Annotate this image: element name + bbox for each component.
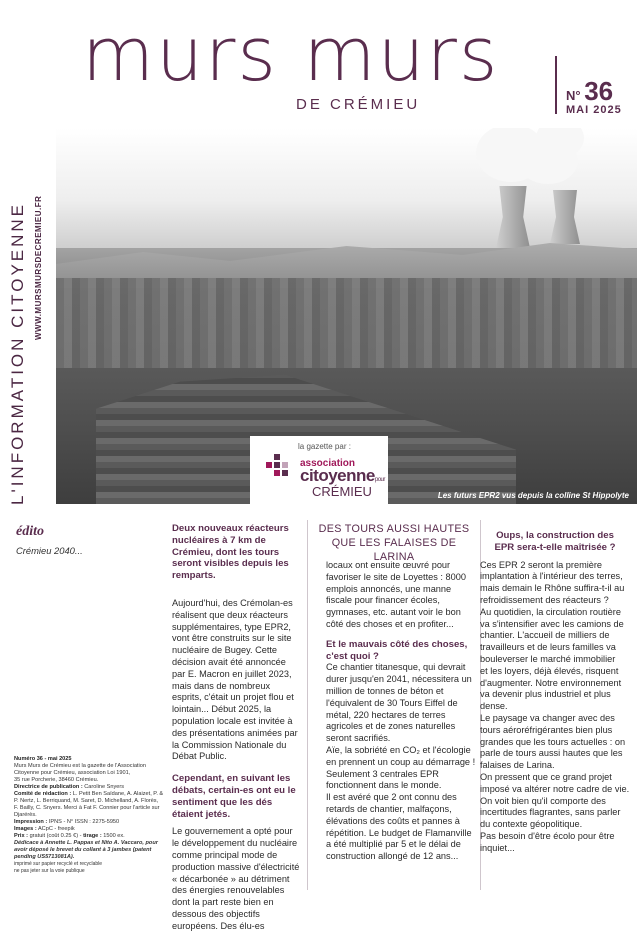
masthead-divider — [555, 56, 557, 114]
association-name-line3: CRÉMIEU — [312, 484, 372, 499]
column-4-headline: Oups, la construction des EPR sera-t-elle maîtrisée ? — [494, 530, 616, 553]
column-4 — [480, 530, 630, 855]
edito-subtitle: Crémieu 2040... — [16, 545, 83, 556]
column-4-p6: Pas besoin d'être écolo pour être inquiet... — [480, 830, 615, 853]
column-2-subheading: Cependant, en suivant les débats, certain-es ont eu le sentiment que les dés étaient jetés. — [172, 773, 296, 820]
column-2-headline: Deux nouveaux réacteurs nucléaires à 7 km de Crémieu, dont les tours seront visibles depuis les remparts. — [172, 523, 289, 582]
column-3-p3: Aïe, la sobriété en CO₂ et l'écologie en prennent un coup au démarrage ! — [326, 744, 476, 767]
column-3 — [326, 560, 476, 863]
column-3-p4: Seulement 3 centrales EPR fonctionnent dans le monde. — [326, 768, 442, 791]
gazette-label: la gazette par : — [298, 442, 351, 451]
column-4-p2: Au quotidien, la circulation routière va s'intensifier avec les camions de chantier. L'accueil de milliers de travailleurs et de leurs familles va bouleverser le marché immobilier — [480, 606, 624, 664]
column-divider — [307, 520, 308, 890]
photo-caption: Les futurs EPR2 vus depuis la colline St Hippolyte — [437, 491, 629, 500]
column-2-p1: Aujourd'hui, des Crémolan-es réalisent que deux réacteurs supplémentaires, type EPR2, vont être construits sur le site nucléaire de Bugey. Cette décision avait été annoncée par E. Macron en juillet 2023, mais dans de nombreux esprits, c'était un projet flou et lointain... Début 2025, la population locale est invitée à des présentations animées par la Commission Nationale du Débat Public. — [172, 597, 298, 762]
publisher-box — [250, 436, 388, 504]
photo-valley — [56, 278, 637, 368]
column-4-p4: Le paysage va changer avec des tours aéroréfrigérantes bien plus grandes que les tours actuelles : on parle de tours aussi hautes que les falaises de Larina. — [480, 712, 626, 771]
association-name-line1: association — [300, 458, 356, 469]
masthead — [0, 0, 637, 140]
edito-title: édito — [16, 524, 44, 539]
column-3-p2: Ce chantier titanesque, qui devrait durer jusqu'en 2041, nécessitera un million de tonnes de béton et l'équivalent de 30 Tours Eiffel de métal, 220 hectares de terres agricoles et de zones naturelles seront sacrifiés. — [326, 662, 472, 744]
article-title: DES TOURS AUSSI HAUTES QUE LES FALAISES DE LARINA — [318, 523, 470, 563]
association-logo-icon — [266, 454, 292, 480]
website-url[interactable]: WWW.MURSMURSDECREMIEU.FR — [34, 195, 43, 340]
column-2-p2: Le gouvernement a opté pour le développement du nucléaire comme principal mode de production massive d'électricité « décarbonée » au détriment des énergies renouvelables dont la part reste bien en dessous des objectifs européens. Des élu-es — [172, 826, 300, 931]
column-4-p3: et les loyers, déjà élevés, risquent d'augmenter. Notre environnement va devenir plus industriel et plus dense. — [480, 665, 622, 712]
issue-number: N° 36 — [566, 76, 614, 106]
column-4-p5: On pressent que ce grand projet imposé va altérer notre cadre de vie. On voit bien qu'il comporte des incertitudes flagrantes, sans parler du contexte géopolitique. — [480, 771, 630, 830]
column-3-p5: Il est avéré que 2 ont connu des retards de chantier, malfaçons, élévations des coûts et pannes à répétition. Le budget de Flamanville a été multiplié par 5 et le délai de construction allongé de 12 ans... — [326, 792, 472, 862]
impressum: Numéro 36 - mai 2025 Murs Murs de Crémieu est la gazette de l'Association Citoyenne pour Crémieu, association Loi 1901, 35 rue Porcherie, 38460 Crémieu. Directrice de publication : Caroline Snyers Comité de rédaction : L. Petit Ben Saïdane, A. Alaizet, P. & P. Nertz, L. Berriquand, M. Saret, D. Michelland, A. Florès, F. Bailly, C. Snyers. Merci à Fat F. Connier pour l'article sur Djarérès. Impression : IPNS - N° ISSN : 2275-5950 Images : ACpC - freepik Prix : gratuit (coût 0.25 €) - tirage : 1500 ex. Dédicace à Annette L. Pappas et Nito A. Vaccaro, pour avoir déposé le brevet du collant à 3 jambes (patent pending US5713081A). imprimé sur papier recyclé et recyclable ne pas jeter sur la voie publique — [14, 756, 164, 874]
column-3-p1: locaux ont ensuite œuvré pour favoriser le site de Loyettes : 8000 emplois annoncés, une manne fiscale pour financer écoles, gymnases, etc. autant voir le bon côté des choses et en profiter... — [326, 560, 466, 629]
masthead-subtitle: DE CRÉMIEU — [296, 96, 421, 113]
column-2 — [172, 523, 300, 933]
vertical-title: L'INFORMATION CITOYENNE — [8, 201, 27, 505]
association-name-line2: citoyennepour — [300, 466, 385, 485]
column-4-p1: Ces EPR 2 seront la première implantation à l'intérieur des terres, mais demain le Rhône suffira-t-il au refroidissement des réacteurs ? — [480, 559, 625, 605]
column-3-subheading: Et le mauvais côté des choses, c'est quoi ? — [326, 638, 468, 662]
issue-date: MAI 2025 — [566, 104, 622, 116]
masthead-title: murs murs — [82, 12, 500, 98]
